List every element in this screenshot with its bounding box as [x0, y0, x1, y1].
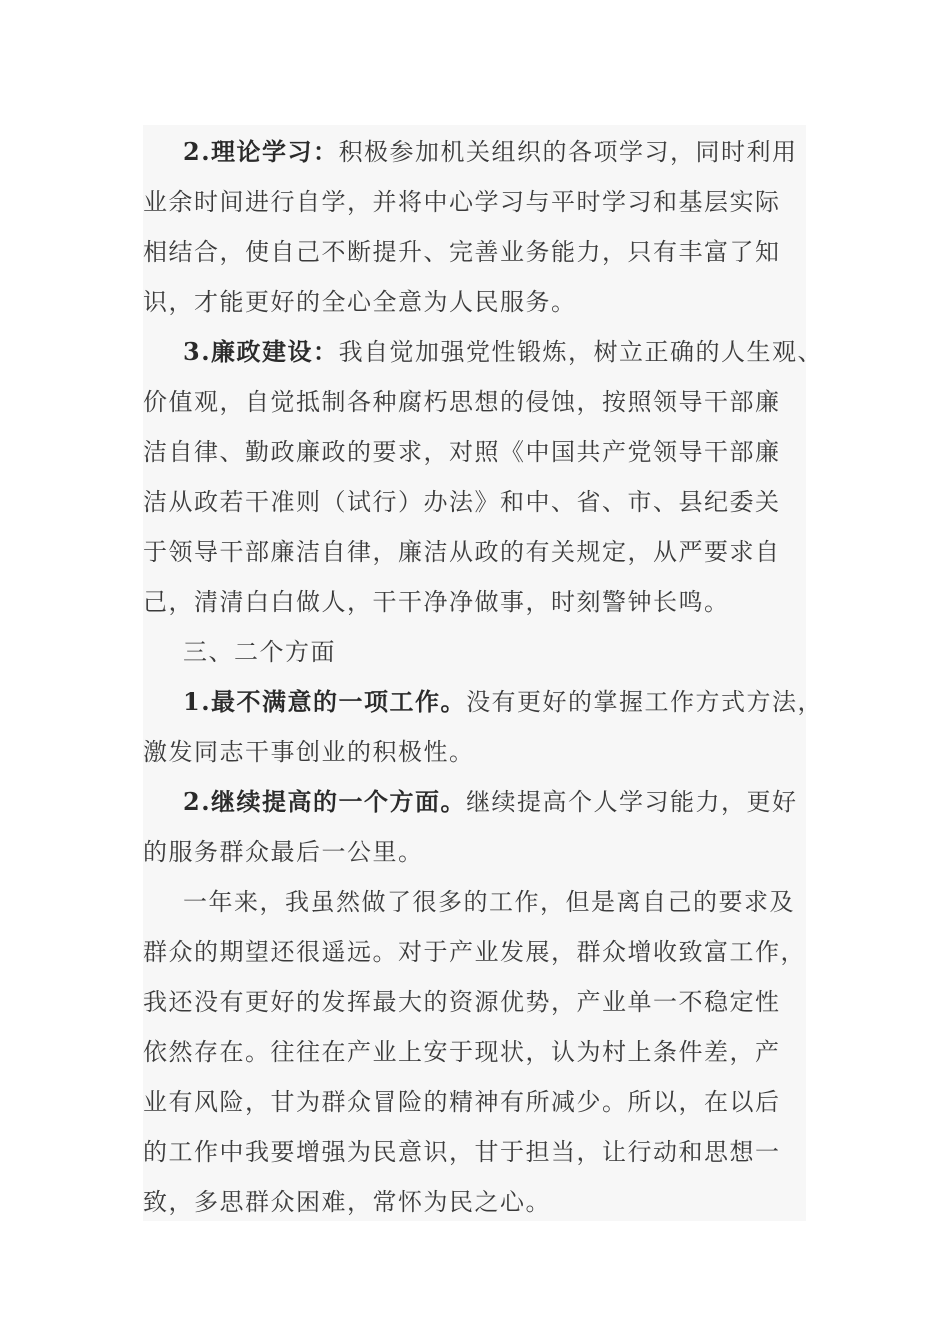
paragraph-theory-study: [143, 127, 798, 327]
paragraph-line: 一年来，我虽然做了很多的工作，但是离自己的要求及: [183, 888, 795, 916]
paragraph-line: 群众的期望还很遥远。对于产业发展，群众增收致富工作，: [143, 938, 806, 966]
paragraph-line: 价值观，自觉抵制各种腐朽思想的侵蚀，按照领导干部廉: [143, 388, 781, 416]
paragraph-line: 洁从政若干准则（试行）办法》和中、省、市、县纪委关: [143, 488, 781, 516]
paragraph-line: 的服务群众最后一公里。: [143, 838, 424, 866]
paragraph-line: 业余时间进行自学，并将中心学习与平时学习和基层实际: [143, 188, 781, 216]
paragraph-line: 相结合，使自己不断提升、完善业务能力，只有丰富了知: [143, 238, 781, 266]
paragraph-line: 没有更好的掌握工作方式方法，: [466, 688, 824, 716]
paragraph-lead: 3.廉政建设：: [183, 337, 339, 366]
paragraph-conclusion: [143, 877, 806, 1227]
paragraph-lead: 1.最不满意的一项工作。: [183, 687, 467, 716]
paragraph-least-satisfied: [143, 677, 823, 777]
paragraph-line: 依然存在。往往在产业上安于现状，认为村上条件差，产: [143, 1038, 781, 1066]
paragraph-line: 致，多思群众困难，常怀为民之心。: [143, 1188, 551, 1216]
document-body: [143, 125, 824, 1221]
section-heading: [143, 627, 336, 677]
paragraph-lead: 2.理论学习：: [183, 137, 339, 166]
paragraph-line: 我还没有更好的发挥最大的资源优势，产业单一不稳定性: [143, 988, 781, 1016]
section-heading-text: 三、二个方面: [183, 638, 336, 666]
paragraph-line: 洁自律、勤政廉政的要求，对照《中国共产党领导干部廉: [143, 438, 781, 466]
paragraph-clean-governance: [143, 327, 823, 627]
paragraph-line: 识，才能更好的全心全意为人民服务。: [143, 288, 577, 316]
paragraph-line: 的工作中我要增强为民意识，甘于担当，让行动和思想一: [143, 1138, 781, 1166]
paragraph-line: 我自觉加强党性锻炼，树立正确的人生观、: [338, 338, 824, 366]
paragraph-continue-improve: [143, 777, 798, 877]
paragraph-line: 继续提高个人学习能力，更好: [466, 788, 798, 816]
paragraph-line: 积极参加机关组织的各项学习，同时利用: [338, 138, 798, 166]
paragraph-lead: 2.继续提高的一个方面。: [183, 787, 467, 816]
paragraph-line: 业有风险，甘为群众冒险的精神有所减少。所以，在以后: [143, 1088, 781, 1116]
paragraph-line: 激发同志干事创业的积极性。: [143, 738, 475, 766]
paragraph-line: 于领导干部廉洁自律，廉洁从政的有关规定，从严要求自: [143, 538, 781, 566]
paragraph-line: 己，清清白白做人，干干净净做事，时刻警钟长鸣。: [143, 588, 730, 616]
